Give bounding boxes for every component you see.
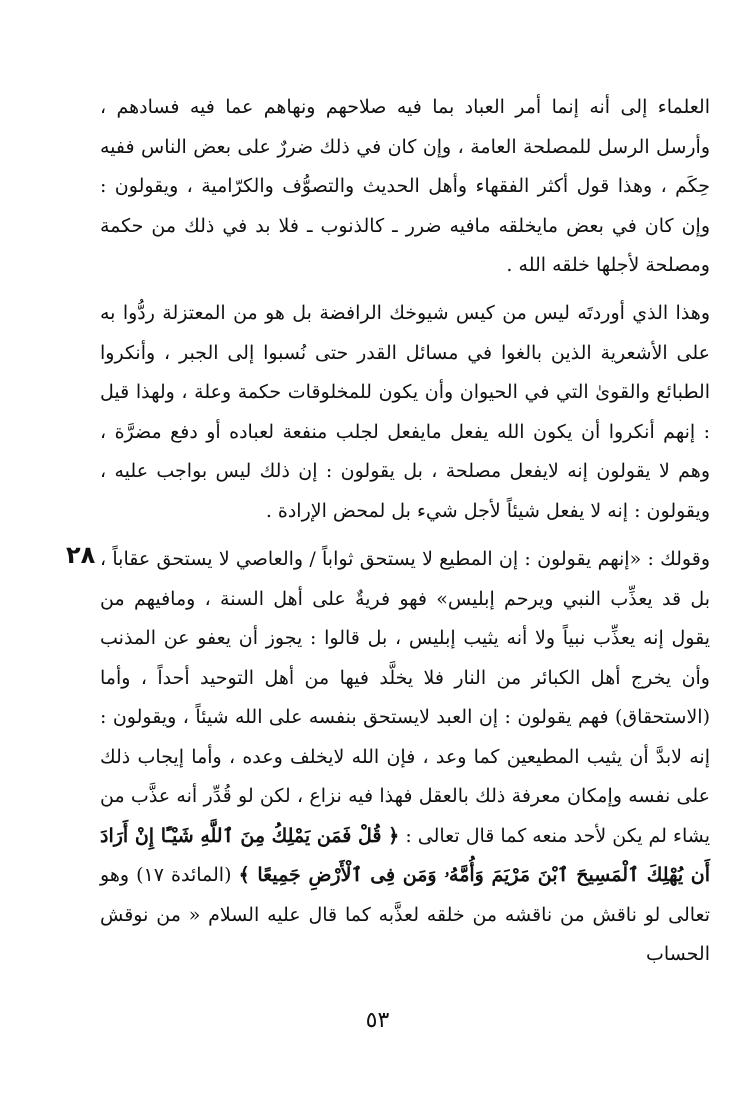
paragraph-2-text: وهذا الذي أوردتَه ليس من كيس شيوخك الرافضة بل هو من المعتزلة ردُّوا به على الأشعرية الذين بالغوا في مسائل القدر حتى نُسبوا إلى الجبر ، وأنكروا الطبائع والقوىٰ التي في الحيوان وأن يكون للمخلوقات حكمة وعلة ، ولهذا قيل : إنهم أنكروا أن يكون الله يفعل مايفعل لجلب منفعة لعباده أو دفع مضرَّة ، وهم لا يقولون إنه لايفعل مصلحة ، بل يقولون : إن ذلك ليس بواجب عليه ، ويقولون : إنه لا يفعل شيئاً لأجل شيء بل لمحض الإرادة . bbox=[100, 302, 710, 522]
paragraph-3-text-before: وقولك : «إنهم يقولون : إن المطيع لا يستحق ثواباً / والعاصي لا يستحق عقاباً ، بل قد يعذِّب النبي ويرحم إبليس» فهو فريةٌ على أهل السنة ، ومافيهم من يقول إنه يعذِّب نبياً ولا أنه يثيب إبليس ، بل قالوا : يجوز أن يعفو عن المذنب وأن يخرج أهل الكبائر من النار فلا يخلَّد فيها من أهل التوحيد أحداً ، وأما (الاستحقاق) فهم يقولون : إن العبد لايستحق بنفسه على الله شيئاً ، ويقولون : إنه لابدَّ أن يثيب المطيعين كما وعد ، فإن الله لايخلف وعده ، وأما إيجاب ذلك على نفسه وإمكان معرفة ذلك بالعقل فهذا فيه نزاع ، لكن لو قُدِّر أنه عذَّب من يشاء لم يكن لأحد منعه كما قال تعالى : bbox=[100, 548, 710, 847]
paragraph-1-text: العلماء إلى أنه إنما أمر العباد بما فيه صلاحهم ونهاهم عما فيه فسادهم ، وأرسل الرسل للمصلحة العامة ، وإن كان في ذلك ضررٌ على بعض الناس ففيه حِكَم ، وهذا قول أكثر الفقهاء وأهل الحديث والتصوُّف والكرّامية ، ويقولون : وإن كان في بعض مايخلقه مافيه ضرر ـ كالذنوب ـ فلا بد في ذلك من حكمة ومصلحة لأجلها خلقه الله . bbox=[100, 96, 710, 276]
paragraph-2 bbox=[100, 294, 710, 531]
paragraph-1 bbox=[100, 88, 710, 286]
quran-verse: ﴿ قُلْ فَمَن يَمْلِكُ مِنَ ٱللَّهِ شَيْـًٔا إِنْ أَرَادَ أَن يُهْلِكَ ٱلْمَسِيحَ ٱبْنَ مَرْيَمَ وَأُمَّهُۥ وَمَن فِى ٱلْأَرْضِ جَمِيعًا ﴾ bbox=[100, 824, 711, 886]
paragraph-3 bbox=[100, 540, 710, 975]
page-number: ٥٣ bbox=[365, 1008, 390, 1033]
margin-page-marker: ٢٨ bbox=[66, 541, 96, 569]
paragraph-3-text-after: (المائدة ١٧) وهو تعالى لو ناقش من ناقشه من خلقه لعذَّبه كما قال عليه السلام « من نوقش الحساب bbox=[100, 864, 710, 965]
